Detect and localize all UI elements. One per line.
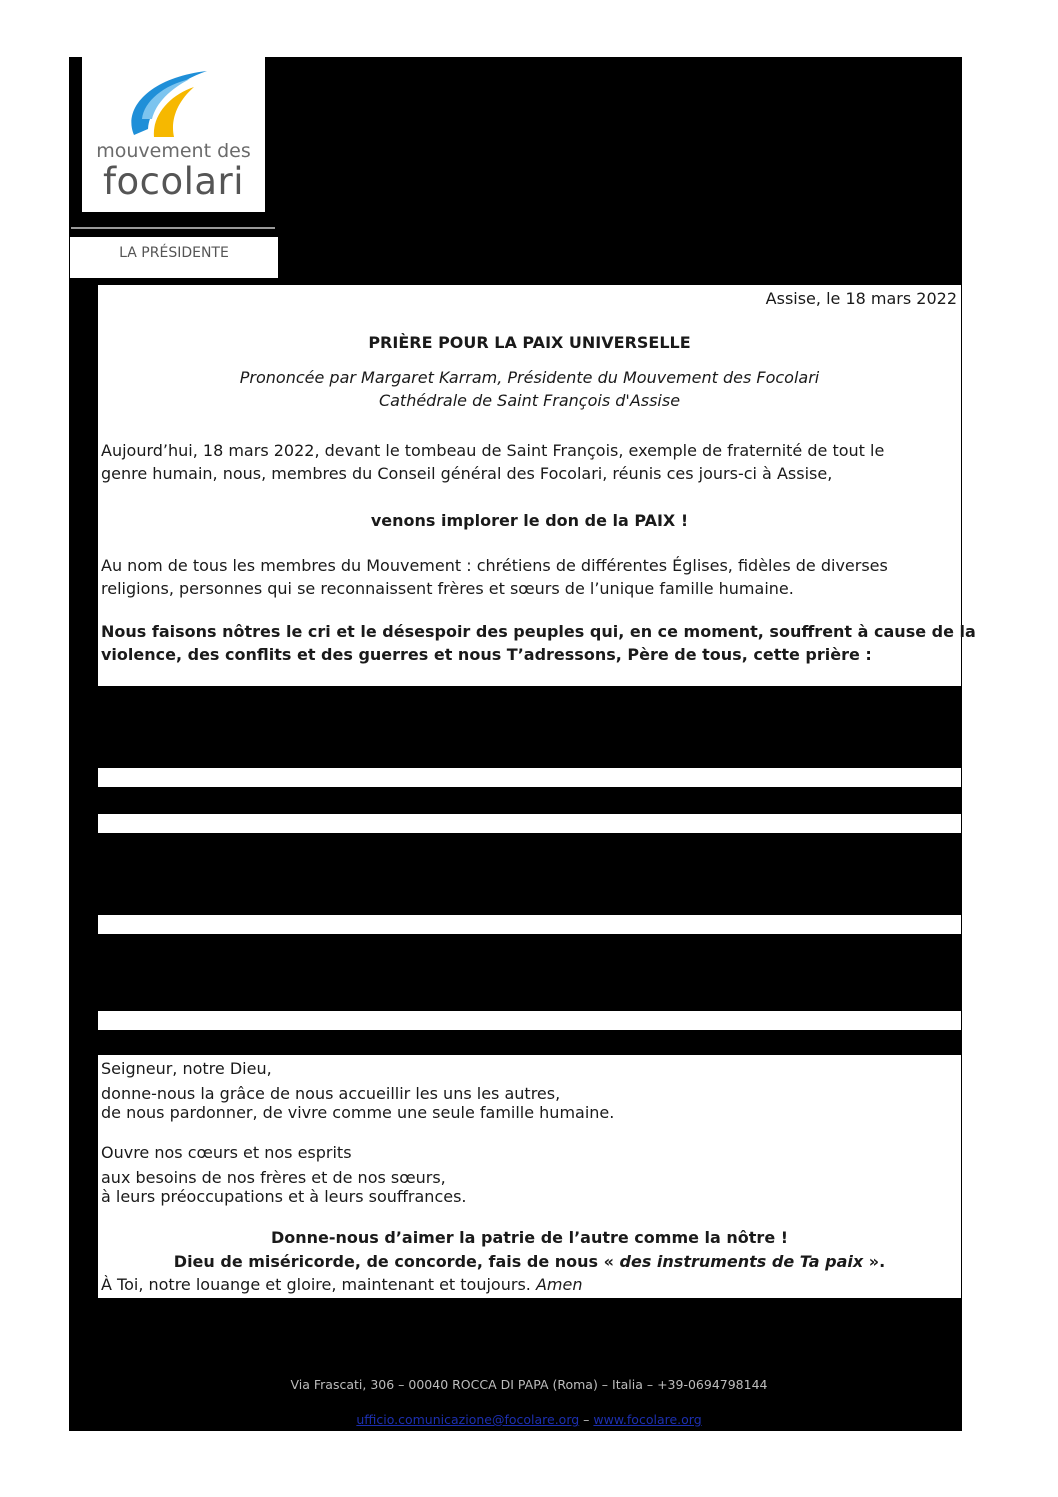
footer-email-link[interactable]: ufficio.comunicazione@focolare.org — [356, 1412, 580, 1427]
paragraph-2-line-1: Au nom de tous les membres du Mouvement : chrétiens de différentes Églises, fidèles de diverses — [101, 556, 888, 575]
header-divider — [71, 227, 275, 229]
letter-body — [98, 285, 976, 686]
subtitle-speaker: Prononcée par Margaret Karram, Présidente du Mouvement des Focolari — [239, 368, 820, 387]
prayer-bold-line-1: Donne-nous d’aimer la patrie de l’autre comme la nôtre ! — [270, 1228, 789, 1247]
paragraph-1-line-2: genre humain, nous, membres du Conseil général des Focolari, réunis ces jours-ci à Assise, — [101, 464, 833, 483]
prayer-line-3: de nous pardonner, de vivre comme une seule famille humaine. — [101, 1103, 615, 1122]
prayer-amen: Amen — [535, 1275, 583, 1294]
prayer-line-4: Ouvre nos cœurs et nos esprits — [101, 1143, 352, 1162]
prayer-final-text: À Toi, notre louange et gloire, maintenant et toujours. — [101, 1275, 531, 1294]
footer-separator: – — [583, 1412, 590, 1427]
prayer-line-1: Seigneur, notre Dieu, — [101, 1059, 272, 1078]
redacted-strip — [98, 915, 961, 934]
role-label: LA PRÉSIDENTE — [119, 245, 229, 261]
prayer-final-line — [101, 1273, 582, 1296]
prayer-block — [98, 1055, 961, 1298]
redacted-strip — [98, 814, 961, 833]
focolari-logo-icon — [82, 57, 265, 147]
prayer-bold-line-2-end: ». — [868, 1252, 886, 1271]
date-line: Assise, le 18 mars 2022 — [765, 289, 957, 308]
prayer-bold-line-2 — [98, 1250, 961, 1273]
redacted-strip — [98, 768, 961, 787]
prayer-line-2: donne-nous la grâce de nous accueillir les uns les autres, — [101, 1084, 561, 1103]
logo — [82, 57, 265, 212]
footer-address: Via Frascati, 306 – 00040 ROCCA DI PAPA (Roma) – Italia – +39-0694798144 — [290, 1377, 768, 1392]
prayer-bold-line-2-start: Dieu de miséricorde, de concorde, fais de nous « — [173, 1252, 614, 1271]
document-title: PRIÈRE POUR LA PAIX UNIVERSELLE — [368, 333, 691, 352]
footer-links — [0, 1412, 1058, 1427]
logo-tagline: mouvement des — [96, 140, 251, 162]
footer-website-link[interactable]: www.focolare.org — [593, 1412, 702, 1427]
prayer-line-5: aux besoins de nos frères et de nos sœurs, — [101, 1168, 446, 1187]
paragraph-3-line-1: Nous faisons nôtres le cri et le désespoir des peuples qui, en ce moment, souffrent à cause de la — [101, 622, 976, 641]
prayer-line-6: à leurs préoccupations et à leurs souffrances. — [101, 1187, 467, 1206]
role-box — [70, 237, 278, 278]
redacted-strip — [98, 1011, 961, 1030]
paragraph-2-line-2: religions, personnes qui se reconnaissent frères et sœurs de l’unique famille humaine. — [101, 579, 794, 598]
prayer-bold-line-2-italic: des instruments de Ta paix — [619, 1252, 864, 1271]
paragraph-3-line-2: violence, des conflits et des guerres et nous T’adressons, Père de tous, cette prière : — [101, 645, 872, 664]
paragraph-1-line-1: Aujourd’hui, 18 mars 2022, devant le tombeau de Saint François, exemple de fraternité de tout le — [101, 441, 885, 460]
subtitle-place: Cathédrale de Saint François d'Assise — [378, 391, 681, 410]
highlight-line: venons implorer le don de la PAIX ! — [370, 511, 689, 530]
logo-wordmark: focolari — [102, 160, 245, 203]
